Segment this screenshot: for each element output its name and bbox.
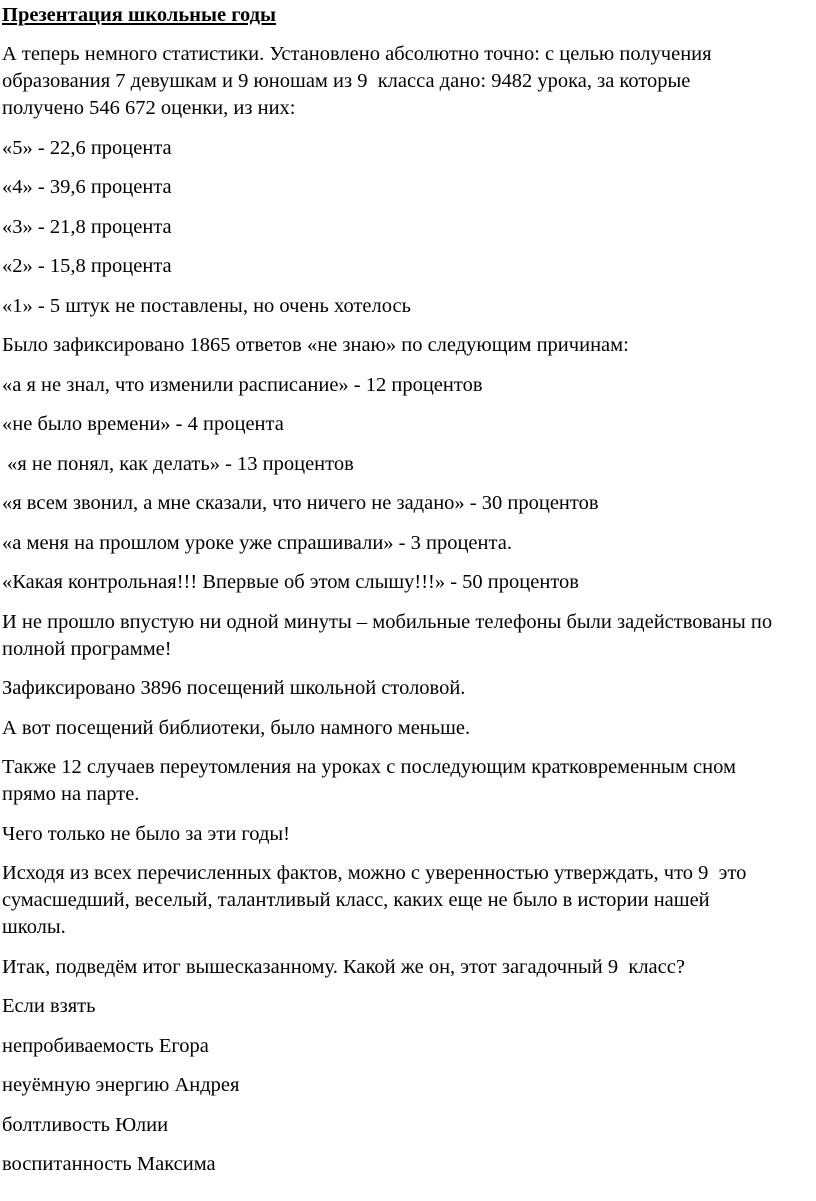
paragraph-canteen: Зафиксировано 3896 посещений школьной столовой.	[2, 677, 466, 699]
paragraph-grade-1: «1» - 5 штук не поставлены, но очень хотелось	[2, 294, 411, 317]
paragraph-maxim: воспитанность Максима	[2, 1153, 216, 1175]
paragraph-reason-asked: «а меня на прошлом уроке уже спрашивали» - 3 процента.	[2, 531, 512, 554]
paragraph-reason-time: «не было времени» - 4 процента	[2, 413, 284, 435]
paragraph-phones: И не прошло впустую ни одной минуты – мобильные телефоны были задействованы по полной программе!	[2, 610, 778, 660]
paragraph-grade-4: «4» - 39,6 процента	[2, 176, 172, 198]
document-title: Презентация школьные годы	[2, 4, 277, 26]
paragraph-dont-know: Было зафиксировано 1865 ответов «не знаю» по следующим причинам:	[2, 334, 629, 356]
paragraph-if-take: Если взять	[2, 995, 96, 1017]
paragraph-yulia: болтливость Юлии	[2, 1113, 169, 1136]
paragraph-grade-3: «3» - 21,8 процента	[2, 215, 172, 238]
paragraph-library: А вот посещений библиотеки, было намного меньше.	[2, 716, 471, 739]
paragraph-reason-schedule: «а я не знал, что изменили расписание» - 12 процентов	[2, 373, 483, 396]
paragraph-fatigue: Также 12 случаев переутомления на уроках с последующим кратковременным сном прямо на парте.	[2, 756, 742, 805]
paragraph-reason-understand: «я не понял, как делать» - 13 процентов	[2, 452, 354, 475]
paragraph-grade-2: «2» - 15,8 процента	[2, 255, 172, 277]
paragraph-egor: непробиваемость Егора	[2, 1034, 209, 1057]
paragraph-reason-test: «Какая контрольная!!! Впервые об этом слышу!!!» - 50 процентов	[2, 571, 579, 593]
paragraph-years: Чего только не было за эти годы!	[2, 822, 291, 845]
paragraph-grade-5: «5» - 22,6 процента	[2, 136, 172, 159]
paragraph-reason-called: «я всем звонил, а мне сказали, что ничего не задано» - 30 процентов	[2, 492, 599, 514]
document-body	[2, 41, 776, 1178]
paragraph-conclusion: Исходя из всех перечисленных фактов, можно с уверенностью утверждать, что 9 это сумасшедший, веселый, талантливый класс, каких еще не было в истории нашей школы.	[2, 862, 752, 938]
paragraph-intro: А теперь немного статистики. Установлено абсолютно точно: с целью получения образования 7 девушкам и 9 юношам из 9 класса дано: 9482 урока, за которые получено 546 672 оценки, из них:	[2, 43, 717, 119]
paragraph-summary: Итак, подведём итог вышесказанному. Какой же он, этот загадочный 9 класс?	[2, 955, 685, 978]
paragraph-andrey: неуёмную энергию Андрея	[2, 1074, 240, 1096]
